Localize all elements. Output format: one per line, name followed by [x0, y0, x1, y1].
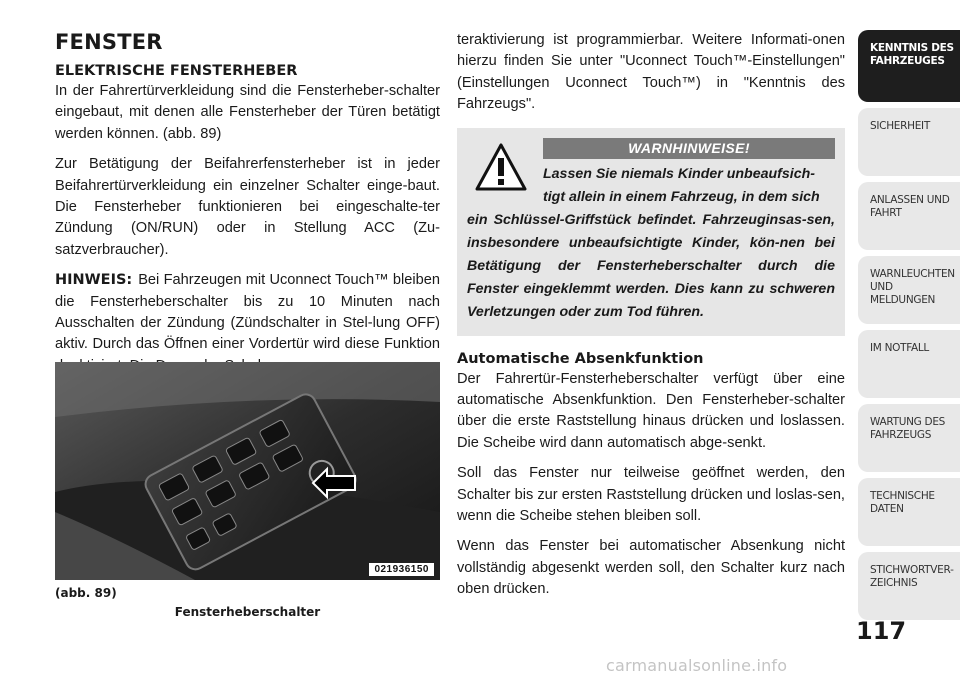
- tab-kenntnis[interactable]: KENNTNIS DES FAHRZEUGES: [858, 30, 960, 102]
- figure-caption: Fensterheberschalter: [174, 605, 321, 619]
- door-panel-illustration: [55, 362, 440, 580]
- tab-anlassen[interactable]: ANLASSEN UND FAHRT: [858, 182, 960, 250]
- paragraph-partial: Soll das Fenster nur teilweise geöffnet werden, den Schalter bis zur ersten Raststellung drücken und loslas-sen, wenn die Scheibe stehen bleiben soll.: [457, 465, 845, 525]
- paragraph-passenger: Zur Betätigung der Beifahrerfensterheber ist in jeder Beifahrertürverkleidung ein einzelner Schalter einge-baut. Die Fensterheber funktionieren bei eingeschalte-ter Zündung (ON/RUN) oder in Stellung ACC (Zu-satzverbraucher).: [55, 156, 440, 258]
- tab-wartung[interactable]: WARTUNG DES FAHRZEUGS: [858, 404, 960, 472]
- section-heading: ELEKTRISCHE FENSTERHEBER: [55, 63, 298, 79]
- paragraph-continued: teraktivierung ist programmierbar. Weitere Informati-onen hierzu finden Sie unter "Uconnect Touch™-Einstellungen" (Einstellungen Uconnect Touch™) in "Kenntnis des Fahrzeugs".: [457, 32, 845, 113]
- warning-line-2: tigt allein in einem Fahrzeug, in dem sich: [543, 188, 820, 205]
- figure-number: (abb. 89): [55, 586, 117, 600]
- page-number: 117: [856, 617, 907, 645]
- tab-notfall[interactable]: IM NOTFALL: [858, 330, 960, 398]
- paragraph-auto-down: Der Fahrertür-Fensterheberschalter verfügt über eine automatische Absenkfunktion. Den Fensterheber-schalter über die erste Raststellung hinaus drücken und loslassen. Die Scheibe wird dann automatisch abge-senkt.: [457, 370, 845, 451]
- chapter-tabs: [858, 30, 960, 626]
- warning-rest: ein Schlüssel-Griffstück befindet. Fahrzeuginsas-sen, insbesondere unbeaufsichtigte Kinder, kön-nen bei Betätigung der Fensterheberschalter durch die Fenster eingeklemmt werden. Dies kann zu schweren Verletzungen oder zum Tod führen.: [467, 211, 835, 320]
- page-title: FENSTER: [55, 30, 163, 54]
- watermark: carmanualsonline.info: [606, 656, 788, 675]
- left-column: [55, 30, 440, 377]
- warning-triangle-icon: [475, 142, 527, 192]
- warning-line-1: Lassen Sie niemals Kinder unbeaufsich-: [543, 165, 816, 182]
- tab-technische-daten[interactable]: TECHNISCHE DATEN: [858, 478, 960, 546]
- right-column: [457, 30, 845, 601]
- note-label: HINWEIS:: [55, 272, 133, 289]
- paragraph-stop: Wenn das Fenster bei automatischer Absenkung nicht vollständig abgesenkt werden soll, den Schalter kurz nach oben drücken.: [457, 538, 845, 598]
- tab-warnleuchten[interactable]: WARNLEUCHTEN UND MELDUNGEN: [858, 256, 960, 324]
- paragraph-intro: In der Fahrertürverkleidung sind die Fensterheber-schalter eingebaut, mit denen alle Fensterheber der Türen betätigt werden können. (abb. 89): [55, 83, 440, 142]
- tab-sicherheit[interactable]: SICHERHEIT: [858, 108, 960, 176]
- section-heading-auto-down: Automatische Absenkfunktion: [457, 350, 704, 367]
- figure-code: 021936150: [369, 563, 434, 576]
- window-switch-photo: [55, 362, 440, 580]
- warning-title: WARNHINWEISE!: [543, 138, 835, 159]
- warning-box: [457, 128, 845, 336]
- tab-stichwortverzeichnis[interactable]: STICHWORTVER-ZEICHNIS: [858, 552, 960, 620]
- note-text: Bei Fahrzeugen mit Uconnect Touch™ bleiben die Fensterheberschalter bis zu 10 Minuten nach Ausschalten der Zündung (Zündschalter in Stel-lung OFF) aktiv. Durch das Öffnen einer Vordertür wird diese Funktion: [55, 272, 440, 353]
